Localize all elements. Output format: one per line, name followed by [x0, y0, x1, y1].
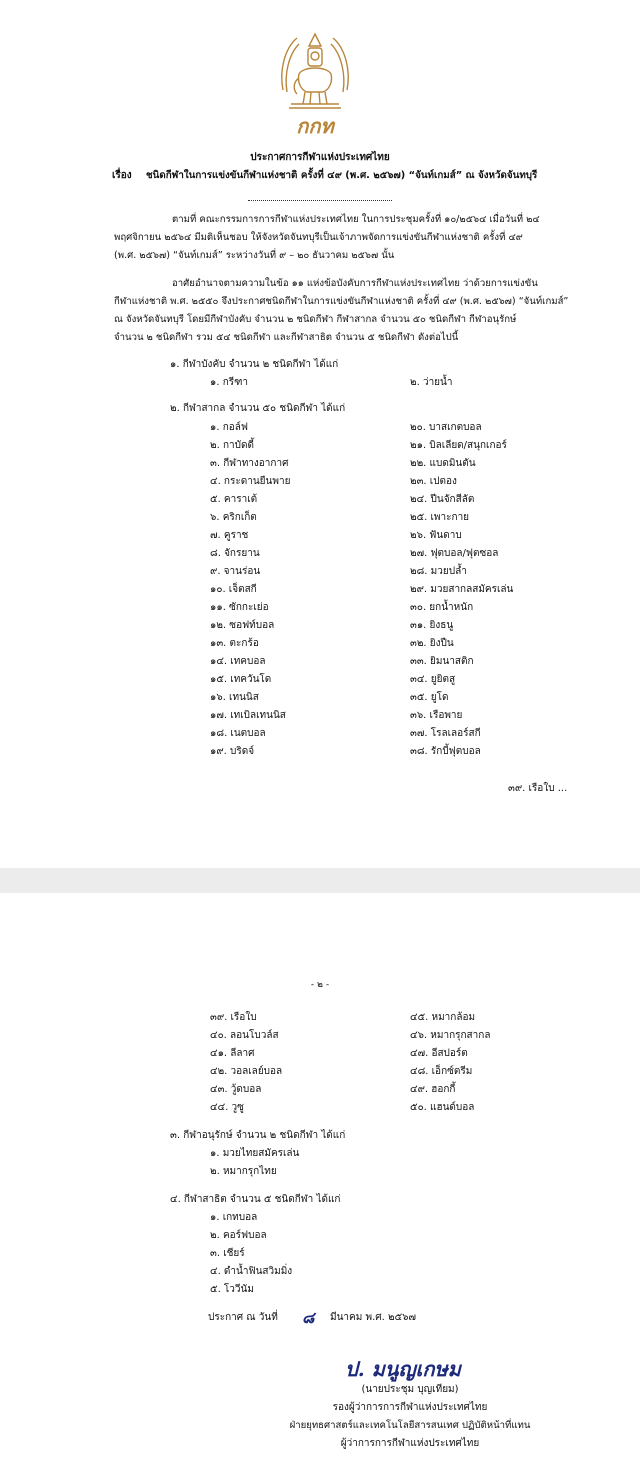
sport-list-item: ๔๕. หมากล้อม	[410, 1012, 476, 1023]
continue-note: ๓๙. เรือใบ ...	[508, 783, 568, 794]
sport-list-item: ๒๔. ปีนจักสีลัต	[410, 494, 475, 505]
sport-list-item: ๑๓. ตะกร้อ	[210, 638, 259, 649]
sport-list-item: ๕. โววีนัม	[210, 1284, 254, 1295]
sport-list-item: ๔๖. หมากรุกสากล	[410, 1030, 491, 1041]
sport-list-item: ๓๗. โรลเลอร์สกี	[410, 728, 481, 739]
sport-list-item: ๑. เกทบอล	[210, 1212, 258, 1223]
sport-list-item: ๑๘. เนตบอล	[210, 728, 266, 739]
signature: ป. มนูญเกษม	[345, 1357, 461, 1381]
sport-list-item: ๑๕. เทควันโด	[210, 674, 272, 685]
para2-line1: อาศัยอำนาจตามความในข้อ ๑๑ แห่งข้อบังคับการกีฬาแห่งประเทศไทย ว่าด้วยการแข่งขัน	[172, 278, 538, 289]
sport-list-item: ๒. กาบัดดี้	[210, 440, 254, 451]
sport-list-item: ๙. จานร่อน	[210, 566, 261, 577]
section3-heading: ๓. กีฬาอนุรักษ์ จำนวน ๒ ชนิดกีฬา ได้แก่	[170, 1130, 346, 1141]
sport-list-item: ๓๑. ยิงธนู	[410, 620, 454, 631]
sport-list-item: ๔๓. วู้ดบอล	[210, 1084, 262, 1095]
para1-line3: (พ.ศ. ๒๕๖๗) “จันท์เกมส์” ระหว่างวันที่ ๙ – ๒๐ ธันวาคม ๒๕๖๗ นั้น	[114, 250, 395, 261]
signer-title-2: ฝ่ายยุทธศาสตร์และเทคโนโลยีสารสนเทศ ปฏิบัติหน้าที่แทน	[289, 1420, 531, 1431]
sport-list-item: ๕๐. แฮนด์บอล	[410, 1102, 475, 1113]
para2-line2: กีฬาแห่งชาติ พ.ศ. ๒๕๕๐ จึงประกาศชนิดกีฬาในการแข่งขันกีฬาแห่งชาติ ครั้งที่ ๔๙ (พ.ศ. ๒๕๖๗) “จันท์เกมส์”	[114, 296, 569, 307]
sport-list-item: ๑๗. เทเบิลเทนนิส	[210, 710, 286, 721]
sport-list-item: ๔๒. วอลเลย์บอล	[210, 1066, 283, 1077]
section1-heading: ๑. กีฬาบังคับ จำนวน ๒ ชนิดกีฬา ได้แก่	[170, 359, 339, 370]
document-page-2	[0, 893, 640, 1461]
sport-list-item: ๑๔. เทคบอล	[210, 656, 266, 667]
signer-title-3: ผู้ว่าการการกีฬาแห่งประเทศไทย	[340, 1438, 480, 1449]
sport-list-item: ๕. คาราเต้	[210, 494, 258, 505]
section2-heading: ๒. กีฬาสากล จำนวน ๕๐ ชนิดกีฬา ได้แก่	[170, 403, 346, 414]
page-number: - ๒ -	[310, 980, 330, 990]
sport-list-item: ๔๔. วูซู	[210, 1102, 244, 1113]
sport-list-item: ๓๖. เรือพาย	[410, 710, 463, 721]
sport-list-item: ๒๓. เปตอง	[410, 476, 457, 487]
sport-list-item: ๗. คูราช	[210, 530, 249, 541]
section1-item-2: ๒. ว่ายน้ำ	[410, 377, 453, 388]
sport-list-item: ๒๗. ฟุตบอล/ฟุตซอล	[410, 548, 499, 559]
sport-list-item: ๔๘. เอ็กซ์ตรีม	[410, 1066, 473, 1077]
sport-list-item: ๑๒. ซอฟท์บอล	[210, 620, 275, 631]
sport-list-item: ๔๑. ลีลาศ	[210, 1048, 255, 1059]
document-title: ประกาศการกีฬาแห่งประเทศไทย	[250, 152, 390, 163]
divider	[248, 200, 392, 201]
sport-list-item: ๓. กีฬาทางอากาศ	[210, 458, 289, 469]
sport-list-item: ๒๘. มวยปล้ำ	[410, 566, 467, 577]
logo-text: กกท	[296, 114, 334, 138]
sport-list-item: ๒. หมากรุกไทย	[210, 1166, 277, 1177]
sport-list-item: ๒๙. มวยสากลสมัครเล่น	[410, 584, 514, 595]
sport-list-item: ๑๙. บริดจ์	[210, 746, 255, 757]
section4-heading: ๔. กีฬาสาธิต จำนวน ๕ ชนิดกีฬา ได้แก่	[170, 1194, 341, 1205]
sport-list-item: ๑๑. ซักกะเย่อ	[210, 602, 269, 613]
sport-list-item: ๑๐. เจ็ตสกี	[210, 584, 257, 595]
para1-line2: พฤศจิกายน ๒๕๖๔ มีมติเห็นชอบ ให้จังหวัดจันทบุรีเป็นเจ้าภาพจัดการแข่งขันกีฬาแห่งชาติ ครั้งที่ ๔๙	[114, 232, 523, 243]
sport-list-item: ๓๓. ยิมนาสติก	[410, 656, 474, 667]
sport-list-item: ๒๑. บิลเลียด/สนุกเกอร์	[410, 440, 507, 451]
signer-title-1: รองผู้ว่าการการกีฬาแห่งประเทศไทย	[332, 1402, 488, 1413]
sport-list-item: ๔. กระดานยืนพาย	[210, 476, 291, 487]
para2-line3: ณ จังหวัดจันทบุรี โดยมีกีฬาบังคับ จำนวน ๒ ชนิดกีฬา กีฬาสากล จำนวน ๕๐ ชนิดกีฬา กีฬาอนุรักษ์	[114, 314, 517, 325]
para2-line4: จำนวน ๒ ชนิดกีฬา รวม ๕๔ ชนิดกีฬา และกีฬาสาธิต จำนวน ๕ ชนิดกีฬา ดังต่อไปนี้	[114, 332, 459, 343]
sport-list-item: ๘. จักรยาน	[210, 548, 260, 559]
sport-list-item: ๔๐. ลอนโบวล์ส	[210, 1030, 279, 1041]
sport-list-item: ๑. กอล์ฟ	[210, 422, 248, 433]
sport-list-item: ๒. คอร์ฟบอล	[210, 1230, 267, 1241]
sport-list-item: ๓๘. รักบี้ฟุตบอล	[410, 746, 481, 757]
sport-list-item: ๒๕. เพาะกาย	[410, 512, 470, 523]
sport-list-item: ๓๔. ยูยิตสู	[410, 674, 456, 685]
signer-name: (นายประชุม บุญเทียม)	[361, 1384, 459, 1395]
sport-list-item: ๔๗. อีสปอร์ต	[410, 1048, 468, 1059]
sport-list-item: ๒๖. ฟันดาบ	[410, 530, 462, 541]
sport-list-item: ๑๖. เทนนิส	[210, 692, 259, 703]
section1-item-1: ๑. กรีฑา	[210, 377, 249, 388]
sport-list-item: ๔๙. ฮอกกี้	[410, 1084, 456, 1095]
subject-text: ชนิดกีฬาในการแข่งขันกีฬาแห่งชาติ ครั้งที่ ๔๙ (พ.ศ. ๒๕๖๗) “จันท์เกมส์” ณ จังหวัดจันทบุรี	[146, 170, 538, 181]
sport-list-item: ๓๙. เรือใบ	[210, 1012, 257, 1023]
subject-label: เรื่อง	[112, 170, 132, 181]
para1-line1: ตามที่ คณะกรรมการการกีฬาแห่งประเทศไทย ในการประชุมครั้งที่ ๑๐/๒๕๖๔ เมื่อวันที่ ๒๔	[172, 214, 540, 225]
sport-list-item: ๖. คริกเก็ต	[210, 512, 257, 523]
sport-list-item: ๓๕. ยูโด	[410, 692, 449, 703]
announce-day: ๘	[302, 1308, 315, 1327]
sport-list-item: ๑. มวยไทยสมัครเล่น	[210, 1148, 300, 1159]
sport-list-item: ๓๐. ยกน้ำหนัก	[410, 602, 474, 613]
announce-month-year: มีนาคม พ.ศ. ๒๕๖๗	[330, 1312, 417, 1323]
announce-prefix: ประกาศ ณ วันที่	[208, 1312, 278, 1323]
sport-list-item: ๓๒. ยิงปืน	[410, 638, 454, 649]
sport-list-item: ๓. เชียร์	[210, 1248, 245, 1259]
sport-list-item: ๔. ดำน้ำฟินสวิมมิ่ง	[210, 1266, 293, 1277]
sport-list-item: ๒๒. แบดมินตัน	[410, 458, 476, 469]
sport-list-item: ๒๐. บาสเกตบอล	[410, 422, 482, 433]
